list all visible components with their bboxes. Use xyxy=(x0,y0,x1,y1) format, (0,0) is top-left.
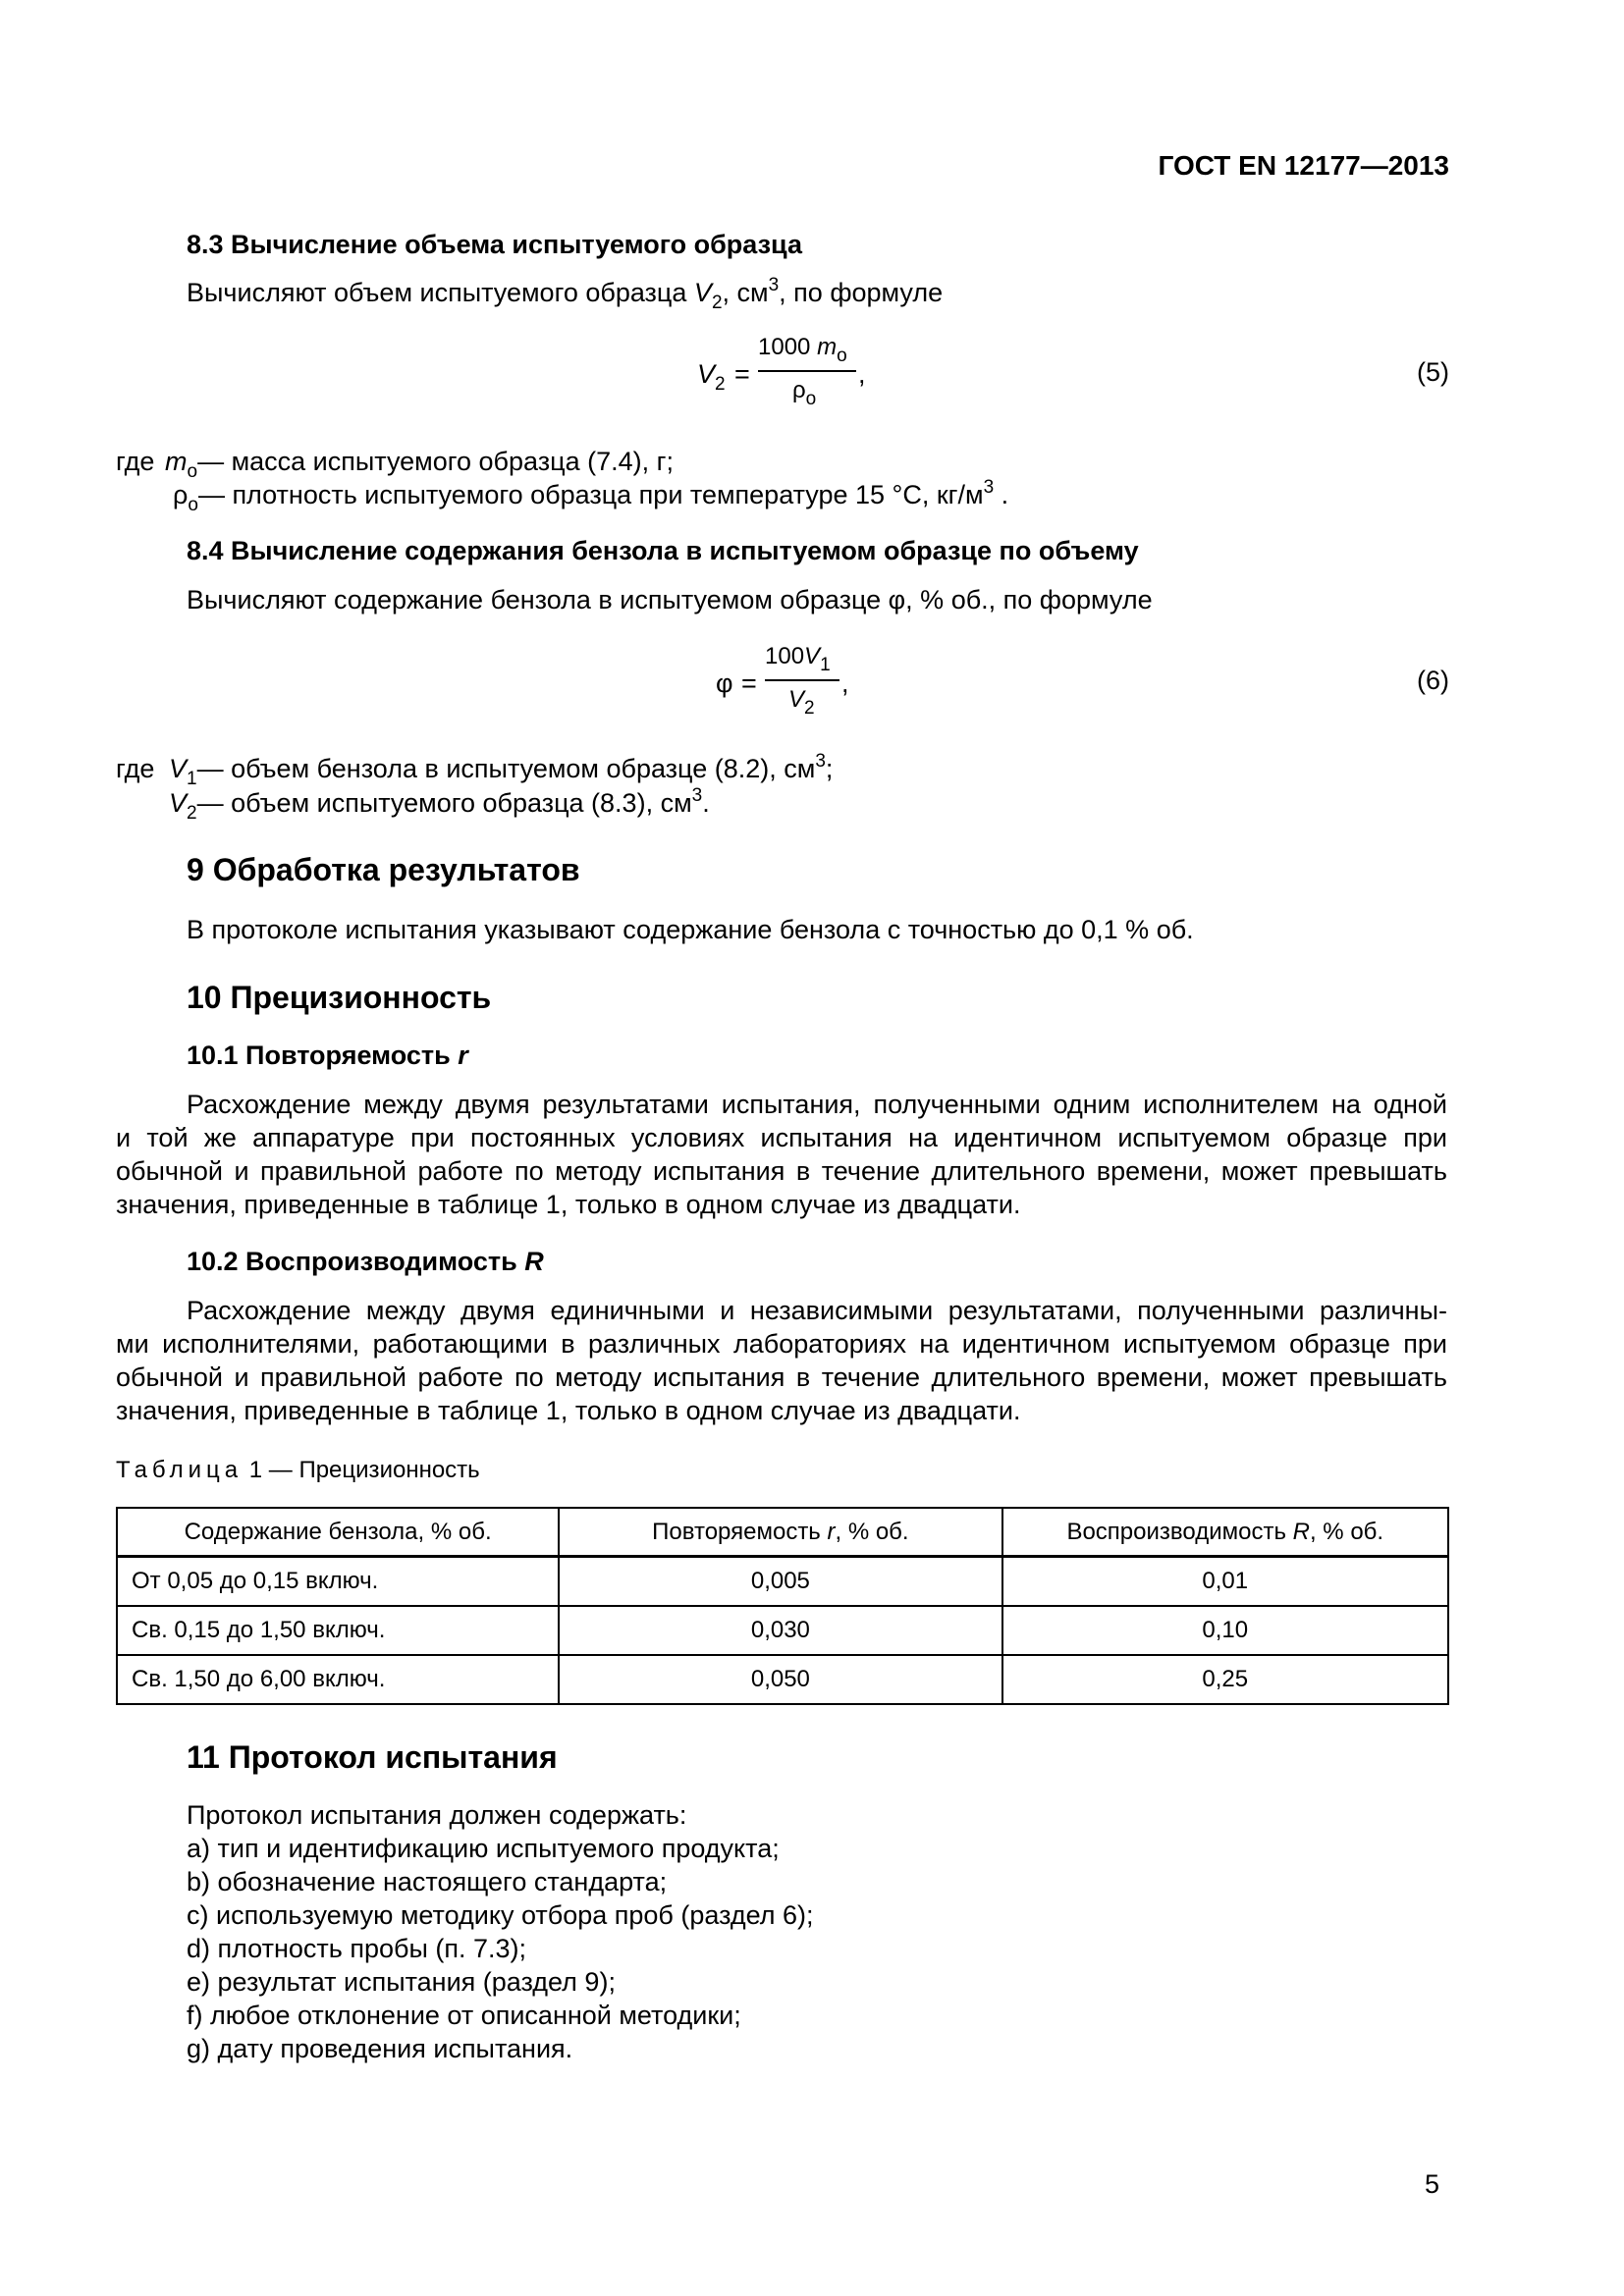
table-cell: 0,25 xyxy=(1002,1655,1448,1704)
table-header-cell: Повторяемость r, % об. xyxy=(559,1508,1001,1557)
table-cell: 0,01 xyxy=(1002,1557,1448,1607)
page-number: 5 xyxy=(1424,2169,1439,2199)
where-label: где xyxy=(116,754,155,783)
table-caption: Таблица 1 — Прецизионность xyxy=(116,1457,480,1483)
list-intro: Протокол испытания должен содержать: xyxy=(187,1800,687,1830)
section-8-3-heading: 8.3 Вычисление объема испытуемого образца xyxy=(187,230,802,259)
where-item: $\rho_o—$ плотность испытуемого образца при температуре 15 °C, $кг/м^3$ . xyxy=(173,477,1009,515)
table-row xyxy=(117,1557,1448,1607)
table-row xyxy=(117,1655,1448,1704)
table-header-row xyxy=(117,1508,1448,1557)
where-item: $m_o—$ масса испытуемого образца (7.4), г; xyxy=(165,447,674,482)
section-10-heading: 10 Прецизионность xyxy=(187,980,492,1015)
table-cell: От 0,05 до 0,15 включ. xyxy=(117,1557,559,1607)
table-cell: Св. 0,15 до 1,50 включ. xyxy=(117,1606,559,1655)
table-cell: 0,050 xyxy=(559,1655,1001,1704)
list-item: e) результат испытания (раздел 9); xyxy=(187,1967,616,1997)
section-9-heading: 9 Обработка результатов xyxy=(187,852,580,887)
formula-6: φ = $100V_1$ $V_2$ , xyxy=(716,643,849,719)
table-header-cell: Содержание бензола, % об. xyxy=(117,1508,559,1557)
formula-5-number: (5) xyxy=(1417,357,1449,387)
list-item: f) любое отклонение от описанной методики; xyxy=(187,2001,741,2030)
list-item: a) тип и идентификацию испытуемого продукта; xyxy=(187,1834,780,1863)
where-label: где xyxy=(116,447,155,476)
table-header-cell: Воспроизводимость R, % об. xyxy=(1002,1508,1448,1557)
list-item: c) используемую методику отбора проб (раздел 6); xyxy=(187,1900,814,1930)
list-item: g) дату проведения испытания. xyxy=(187,2034,573,2063)
formula-5: $V_2$ = 1000 $m_o$ $\rho_o$ , xyxy=(697,334,866,409)
document-id: ГОСТ EN 12177—2013 xyxy=(1158,150,1449,181)
section-10-2-heading: 10.2 Воспроизводимость R xyxy=(187,1247,544,1276)
section-11-list xyxy=(187,1798,814,2065)
list-item: d) плотность пробы (п. 7.3); xyxy=(187,1934,527,1963)
section-9-text: В протоколе испытания указывают содержание бензола с точностью до 0,1 % об. xyxy=(187,915,1194,944)
precision-table xyxy=(116,1507,1449,1705)
where-item: $V_2—$ объем испытуемого образца (8.3), $см^3$. xyxy=(169,785,710,824)
section-8-3-intro: Вычисляют объем испытуемого образца $V_2$, $см^3$, по формуле xyxy=(187,275,944,313)
formula-6-number: (6) xyxy=(1417,666,1449,695)
section-10-2-paragraph: Расхождение между двумя единичными и независимыми результатами, полученными различны- ми исполнителями, работающими в различных лабораториях на идентичном испытуемом образце при обычной и правильной работе по методу испытания в течение длительного времени, может превышать значения, приведенные в таблице 1, только в одном случае из двадцати. xyxy=(116,1296,1447,1425)
table-cell: Св. 1,50 до 6,00 включ. xyxy=(117,1655,559,1704)
section-8-4-heading: 8.4 Вычисление содержания бензола в испытуемом образце по объему xyxy=(187,536,1139,565)
section-10-1-heading: 10.1 Повторяемость r xyxy=(187,1041,468,1070)
where-item: $V_1—$ объем бензола в испытуемом образце (8.2), $см^3$; xyxy=(169,751,834,789)
section-10-1-paragraph: Расхождение между двумя результатами испытания, полученными одним исполнителем на одной и той же аппаратуре при постоянных условиях испытания на идентичном испытуемом образце при обычной и правильной работе по методу испытания в течение длительного времени, может превышать значения, приведенные в таблице 1, только в одном случае из двадцати. xyxy=(116,1090,1447,1219)
table-cell: 0,10 xyxy=(1002,1606,1448,1655)
section-8-4-intro: Вычисляют содержание бензола в испытуемом образце φ, % об., по формуле xyxy=(187,585,1153,614)
table-cell: 0,005 xyxy=(559,1557,1001,1607)
table-row xyxy=(117,1606,1448,1655)
section-11-heading: 11 Протокол испытания xyxy=(187,1739,558,1775)
list-item: b) обозначение настоящего стандарта; xyxy=(187,1867,668,1896)
table-cell: 0,030 xyxy=(559,1606,1001,1655)
